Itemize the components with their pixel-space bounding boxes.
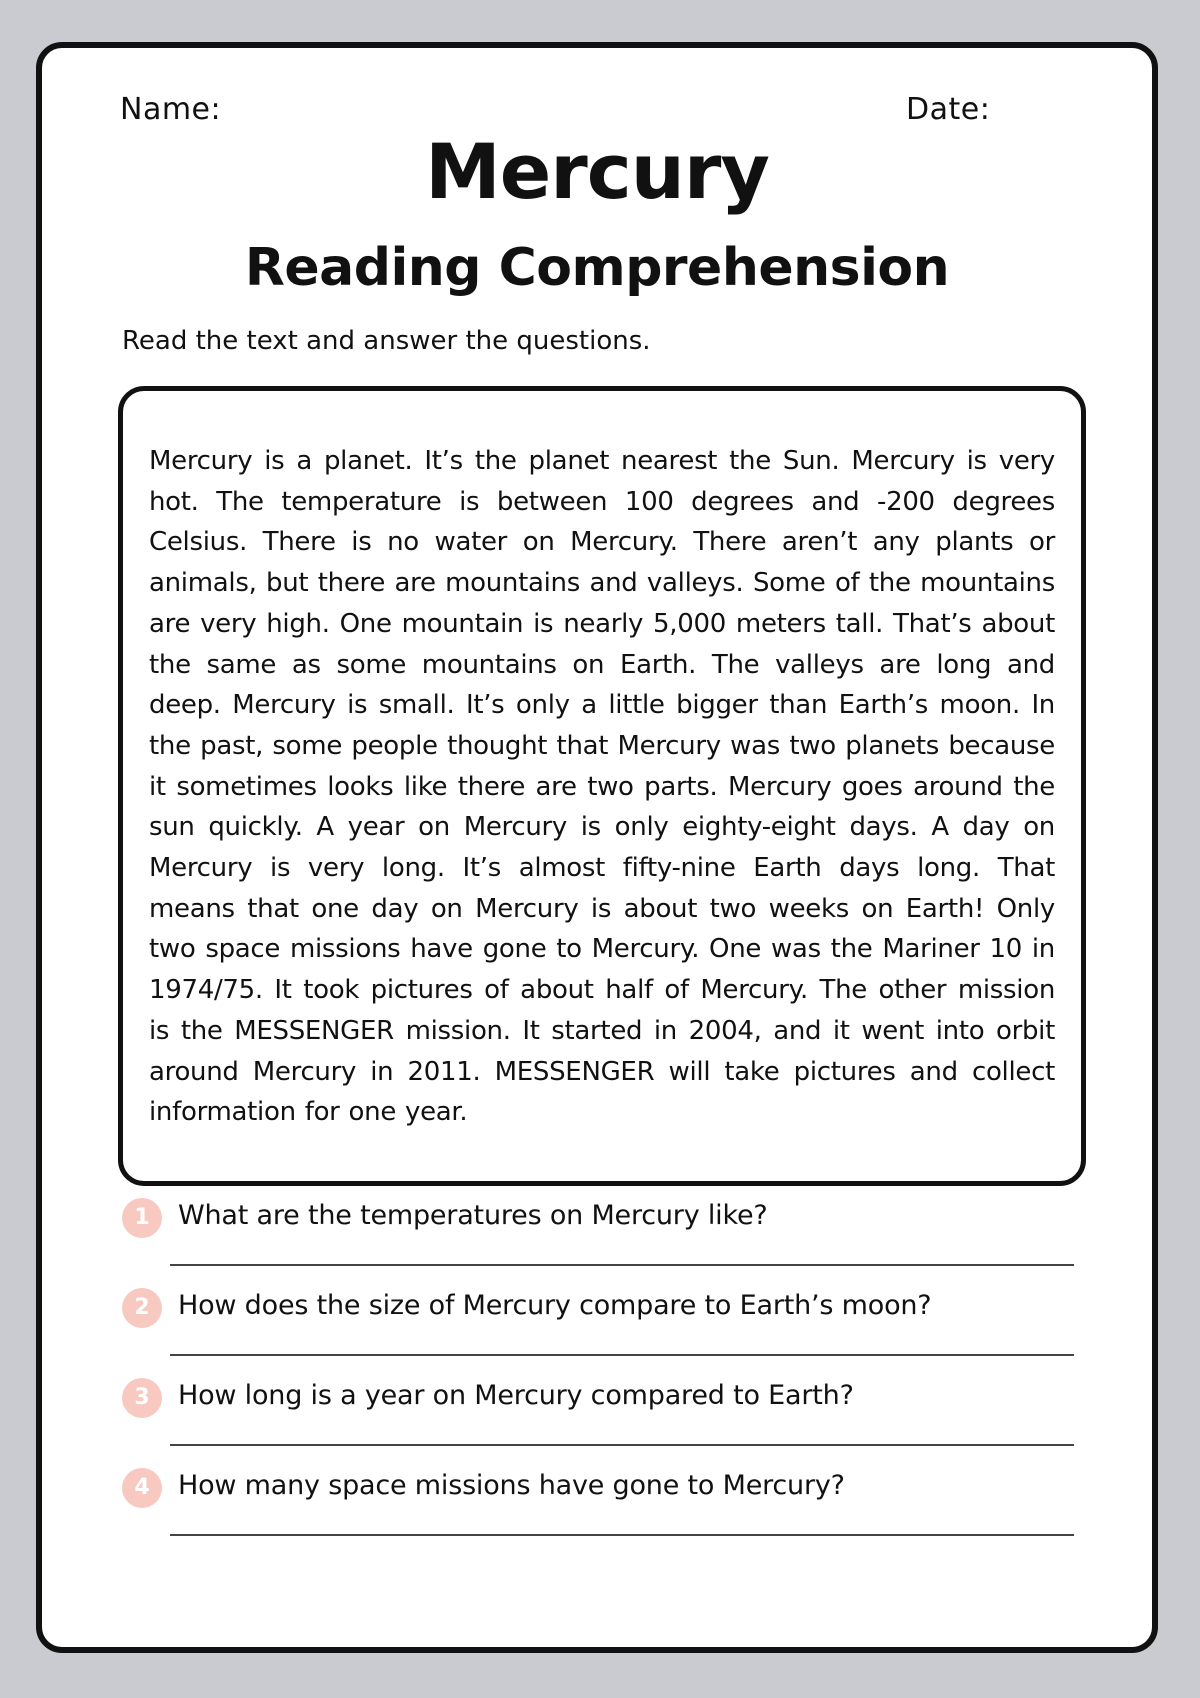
page-subtitle: Reading Comprehension [244, 238, 950, 298]
question-item [118, 1468, 1118, 1558]
answer-line[interactable] [170, 1354, 1074, 1356]
question-text: How many space missions have gone to Mercury? [178, 1470, 845, 1501]
question-text: What are the temperatures on Mercury like? [178, 1200, 768, 1231]
question-number-badge: 2 [122, 1288, 162, 1328]
question-item [118, 1378, 1118, 1468]
answer-line[interactable] [170, 1534, 1074, 1536]
question-item [118, 1288, 1118, 1378]
question-number-badge: 3 [122, 1378, 162, 1418]
question-text: How does the size of Mercury compare to Earth’s moon? [178, 1290, 932, 1321]
question-list [118, 1198, 1118, 1558]
reading-passage-text: Mercury is a planet. It’s the planet nearest the Sun. Mercury is very hot. The temperature is between 100 degrees and -200 degrees Celsius. There is no water on Mercury. There aren’t any plants or animals, but there are mountains and valleys. Some of the mountains are very high. One mountain is nearly 5,000 meters tall. That’s about the same as some mountains on Earth. The valleys are long and deep. Mercury is small. It’s only a little bigger than Earth’s moon. In the past, some people thought that Mercury was two planets because it sometimes looks like there are two parts. Mercury goes around the sun quickly. A year on Mercury is only eighty-eight days. A day on Mercury is very long. It’s almost fifty-nine Earth days long. That means that one day on Mercury is about two weeks on Earth! Only two space missions have gone to Mercury. One was the Mariner 10 in 1974/75. It took pictures of about half of Mercury. The other mission is the MESSENGER mission. It started in 2004, and it went into orbit around Mercury in 2011. MESSENGER will take pictures and collect information for one year. [149, 446, 1055, 1128]
question-number-badge: 4 [122, 1468, 162, 1508]
page-title: Mercury [425, 127, 769, 216]
instructions: Read the text and answer the questions. [122, 326, 651, 356]
worksheet-page [36, 42, 1158, 1653]
answer-line[interactable] [170, 1264, 1074, 1266]
reading-passage-box [118, 386, 1086, 1186]
question-text: How long is a year on Mercury compared to Earth? [178, 1380, 854, 1411]
date-label: Date: [906, 92, 991, 127]
name-label: Name: [120, 92, 222, 127]
question-number-badge: 1 [122, 1198, 162, 1238]
question-item [118, 1198, 1118, 1288]
answer-line[interactable] [170, 1444, 1074, 1446]
